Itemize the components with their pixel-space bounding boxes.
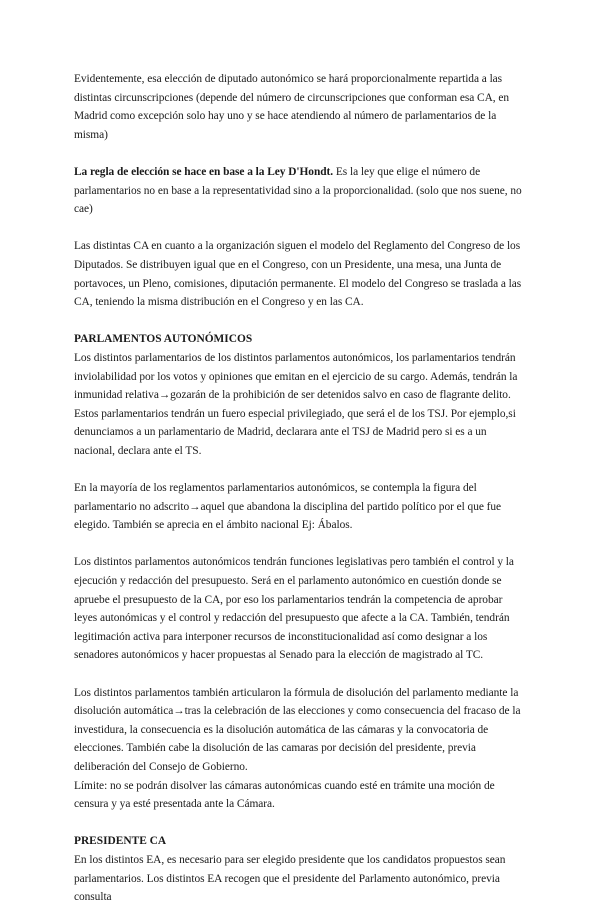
paragraph-ley-dhondt [74, 163, 528, 219]
heading-parlamentos: PARLAMENTOS AUTONÓMICOS [74, 333, 253, 346]
paragraph-disolucion: Los distintos parlamentos también articularon la fórmula de disolución del parlamento mediante la disolución automática→tras la celebración de las elecciones y como consecuencia del fracaso de la investidura, la consecuencia es la disolución automática de las cámaras y la convocatoria de elecciones. También cabe la disolución de las camaras por decisión del presidente, previa deliberación del Consejo de Gobierno. [74, 686, 521, 773]
paragraph-inviolabilidad: Los distintos parlamentarios de los distintos parlamentos autonómicos, los parlamentarios tendrán inviolabilidad por los votos y opiniones que emitan en el ejercicio de su cargo. Además, tendrán la inmunidad relativa→gozarán de la prohibición de ser detenidos salvo en caso de flagrante delito. Estos parlamentarios tendrán un fuero especial privilegiado, que será el de los TSJ. Por ejemplo,si denunciamos a un parlamentario de Madrid, declarara ante el TSJ de Madrid pero si es a un nacional, declara ante el TS. [74, 351, 518, 457]
spacer [74, 814, 528, 833]
paragraph-organizacion: Las distintas CA en cuanto a la organización siguen el modelo del Reglamento del Congreso de los Diputados. Se distribuyen igual que en el Congreso, con un Presidente, una mesa, una Junta de portavoces, un Pleno, comisiones, diputación permanente. El modelo del Congreso se traslada a las CA, teniendo la misma distribución en el Congreso y en las CA. [74, 240, 522, 309]
spacer [74, 312, 528, 331]
spacer [74, 460, 528, 479]
paragraph-circunscripciones: Evidentemente, esa elección de diputado autonómico se hará proporcionalmente repartida a las distintas circunscripciones (depende del número de circunscripciones que conforman esa CA, en Madrid como excepción solo hay uno y se hace atendiendo al número de parlamentarios de la misma) [74, 73, 510, 141]
paragraph-presidente: En los distintos EA, es necesario para ser elegido presidente que los candidatos propuestos sean parlamentarios. Los distintos EA recogen que el presidente del Parlamento autonómico, previa consulta [74, 853, 506, 904]
spacer [74, 219, 528, 238]
paragraph-limite: Límite: no se podrán disolver las cámaras autonómicas cuando esté en trámite una moción de censura y ya esté presentada ante la Cámara. [74, 779, 495, 811]
spacer [74, 144, 528, 163]
spacer [74, 665, 528, 684]
ley-dhondt-bold: La regla de elección se hace en base a la Ley D'Hondt. [74, 165, 334, 178]
ley-dhondt-text: Es la ley que elige el número de parlamentarios no en base a la representatividad sino a la proporcionalidad. (solo que nos suene, no cae) [74, 165, 522, 216]
paragraph-no-adscrito: En la mayoría de los reglamentos parlamentarios autonómicos, se contempla la figura del parlamentario no adscrito→aquel que abandona la disciplina del partido político por el que fue elegido. También se aprecia en el ámbito nacional Ej: Ábalos. [74, 482, 502, 532]
spacer [74, 535, 528, 554]
heading-presidente: PRESIDENTE CA [74, 835, 167, 848]
paragraph-funciones: Los distintos parlamentos autonómicos tendrán funciones legislativas pero también el control y la ejecución y redacción del presupuesto. Será en el parlamento autonómico en cuestión donde se apruebe el presupuesto de la CA, por eso los parlamentarios tendrán la competencia de aprobar leyes autonómicas y el control y redacción del presupuesto que afecte a la CA. También, tendrán legitimación activa para interponer recursos de inconstitucionalidad así como designar a los senadores autonómicos y hacer propuestas al Senado para la elección de magistrado al TC. [74, 556, 514, 662]
